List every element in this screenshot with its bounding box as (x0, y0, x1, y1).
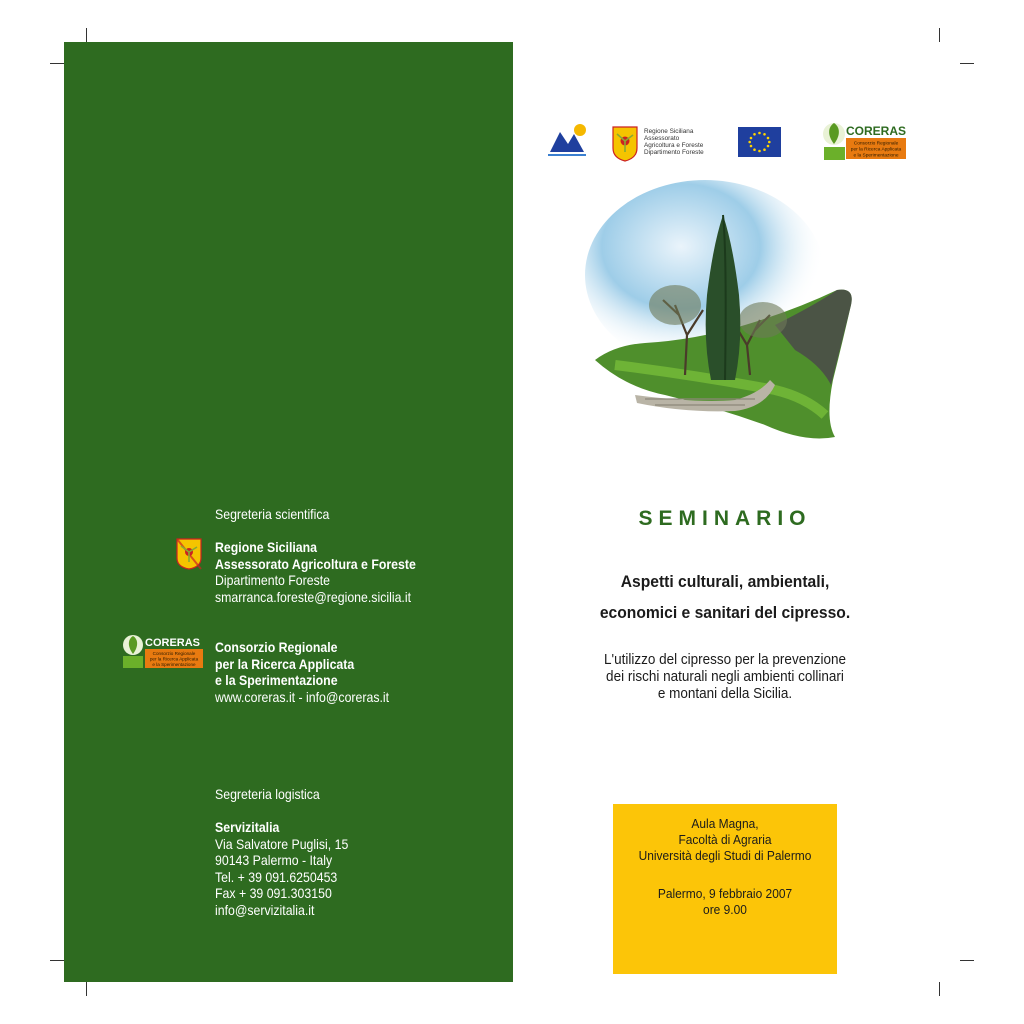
crop-mark (960, 63, 974, 64)
scientific-secretariat-heading: Segreteria scientifica (215, 506, 330, 522)
sicily-trinacria-icon (176, 538, 202, 570)
seminar-title-line1: Aspetti culturali, ambientali, (620, 572, 830, 591)
svg-text:CORERAS: CORERAS (846, 124, 906, 138)
crop-mark (50, 63, 64, 64)
regione-email-link[interactable]: smarranca.foreste@regione.sicilia.it (215, 588, 412, 605)
venue-box (613, 804, 837, 974)
svg-text:CORERAS: CORERAS (145, 637, 201, 649)
seminar-title-line2: economici e sanitari del cipresso. (599, 603, 851, 622)
svg-text:Assessorato: Assessorato (644, 135, 680, 142)
coreras-contact: Consorzio Regionale per la Ricerca Applicata e la Sperimentazione www.coreras.it - info@coreras.it (215, 639, 390, 705)
regione-siciliana-logo (642, 126, 712, 160)
venue-location: Aula Magna, Facoltà di Agraria Università degli Studi di Palermo (638, 816, 812, 863)
svg-text:e la Sperimentazione: e la Sperimentazione (152, 662, 196, 667)
crop-mark (50, 960, 64, 961)
logistics-secretariat-heading: Segreteria logistica (215, 786, 320, 802)
event-type-label: SEMINARIO (638, 507, 812, 530)
coreras-logo-icon (122, 632, 204, 670)
coreras-web-link[interactable]: www.coreras.it - info@coreras.it (215, 688, 390, 705)
crop-mark (86, 982, 87, 996)
seminar-subtitle: L'utilizzo del cipresso per la prevenzione dei rischi naturali negli ambienti collinari e montani della Sicilia. (604, 651, 846, 702)
mountain-logo-icon (546, 122, 590, 160)
svg-text:Regione Siciliana: Regione Siciliana (644, 128, 694, 135)
svg-text:per la Ricerca Applicata: per la Ricerca Applicata (149, 656, 199, 662)
coreras-logo-icon (822, 120, 906, 162)
sicily-trinacria-icon (612, 126, 638, 162)
regione-siciliana-contact: Regione Siciliana Assessorato Agricoltura e Foreste Dipartimento Foreste smarranca.foreste@regione.sicilia.it (215, 539, 416, 605)
svg-text:Dipartimento Foreste: Dipartimento Foreste (644, 149, 704, 156)
crop-mark (939, 28, 940, 42)
venue-datetime: Palermo, 9 febbraio 2007 ore 9.00 (657, 886, 793, 917)
svg-text:Agricoltura e Foreste: Agricoltura e Foreste (644, 142, 704, 149)
servizitalia-email-link[interactable]: info@servizitalia.it (215, 901, 315, 918)
servizitalia-contact: Servizitalia Via Salvatore Puglisi, 15 90143 Palermo - Italy Tel. + 39 091.6250453 Fax + 39 091.303150 info@servizitalia.it (215, 819, 349, 918)
svg-text:e la Sperimentazione: e la Sperimentazione (853, 153, 899, 159)
svg-text:per la Ricerca Applicata: per la Ricerca Applicata (850, 147, 902, 153)
crop-mark (86, 28, 87, 42)
eu-flag-icon (738, 127, 781, 157)
cypress-sicily-illustration (575, 175, 875, 460)
svg-text:Consorzio Regionale: Consorzio Regionale (152, 651, 196, 656)
crop-mark (939, 982, 940, 996)
sponsor-logos (540, 120, 920, 170)
crop-mark (960, 960, 974, 961)
contacts-panel (64, 42, 513, 982)
svg-text:Consorzio Regionale: Consorzio Regionale (853, 141, 899, 147)
